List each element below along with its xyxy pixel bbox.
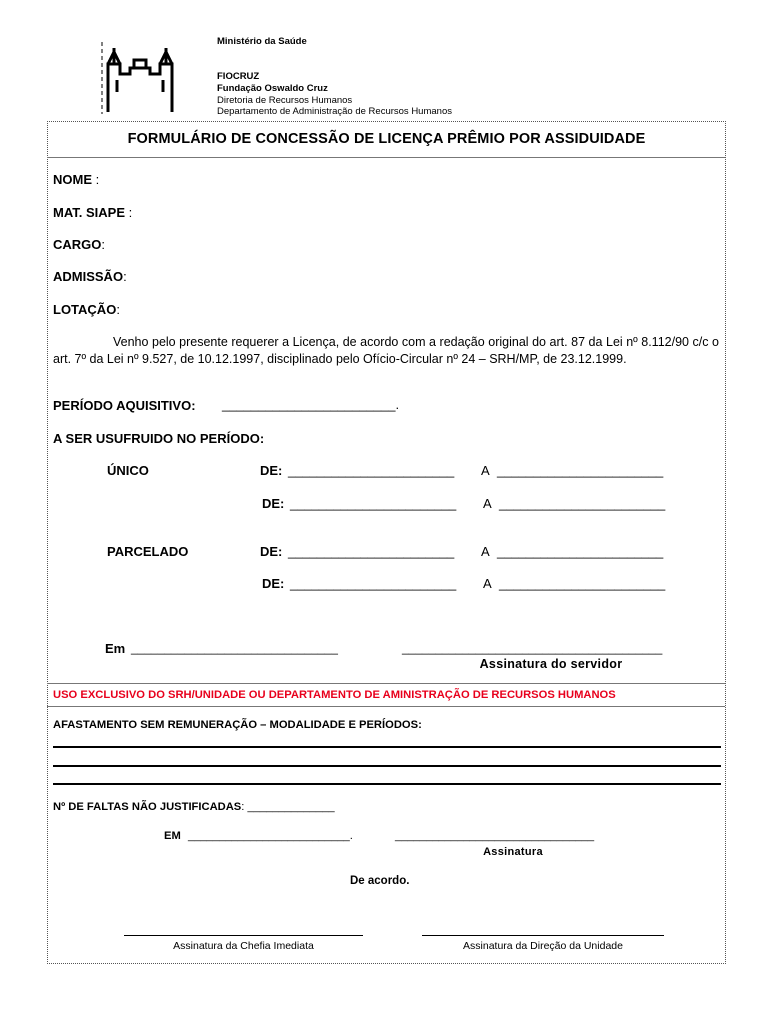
fiocruz-logo — [100, 40, 180, 116]
parcelado-a-label: A — [481, 544, 490, 559]
servidor-signature-blank[interactable]: _______________________________________ — [402, 641, 663, 655]
field-mat-siape: MAT. SIAPE : — [53, 205, 133, 220]
afastamento-label: AFASTAMENTO SEM REMUNERAÇÃO – MODALIDADE E PERÍODOS: — [53, 719, 422, 731]
parcelado-a2-label: A — [483, 576, 492, 591]
unico-a2-blank[interactable]: _______________________ — [499, 496, 666, 511]
unico-de-label: DE: — [260, 463, 283, 478]
exclusive-top-divider — [47, 683, 725, 684]
usufruto-heading: A SER USUFRUIDO NO PERÍODO: — [53, 431, 265, 446]
parcelado-a-blank[interactable]: _______________________ — [497, 544, 664, 559]
assinatura-servidor-label: Assinatura do servidor — [479, 657, 623, 671]
ministry-label: Ministério da Saúde — [217, 36, 307, 47]
chefia-signature-line[interactable] — [124, 935, 363, 936]
exclusive-signature-blank[interactable]: ________________________________ — [395, 830, 595, 842]
chefia-label: Assinatura da Chefia Imediata — [173, 940, 314, 952]
exclusive-em-label: EM — [164, 830, 181, 842]
unico-a-blank[interactable]: _______________________ — [497, 463, 664, 478]
exclusive-heading: USO EXCLUSIVO DO SRH/UNIDADE OU DEPARTAMENTO DE AMINISTRAÇÃO DE RECURSOS HUMANOS — [53, 689, 616, 701]
unico-a-label: A — [481, 463, 490, 478]
exclusive-heading-divider — [47, 706, 725, 707]
org-full-label: Fundação Oswaldo Cruz — [217, 83, 328, 94]
direcao-signature-line[interactable] — [422, 935, 664, 936]
org-short-label: FIOCRUZ — [217, 71, 260, 82]
department-label: Departamento de Administração de Recursos Humanos — [217, 106, 452, 117]
field-lotacao: LOTAÇÃO: — [53, 302, 120, 317]
parcelado-de2-blank[interactable]: _______________________ — [290, 576, 457, 591]
directorate-label: Diretoria de Recursos Humanos — [217, 95, 353, 106]
unico-de-blank[interactable]: _______________________ — [288, 463, 455, 478]
request-paragraph: Venho pelo presente requerer a Licença, de acordo com a redação original do art. 87 da Lei nº 8.112/90 c/c o art. 7º da Lei nº 9.527, de 10.12.1997, disciplinado pelo Ofício-Circular nº 24 – SRH/MP, de 23.12.1999. — [53, 335, 719, 366]
afastamento-line-3 — [53, 783, 721, 785]
direcao-label: Assinatura da Direção da Unidade — [463, 940, 623, 952]
em-label: Em — [105, 641, 126, 656]
title-divider — [47, 157, 725, 158]
em-blank[interactable]: _______________________________ — [131, 641, 338, 655]
unico-a2-label: A — [483, 496, 492, 511]
periodo-aquisitivo-blank: ________________________. — [222, 397, 400, 412]
parcelado-de2-label: DE: — [262, 576, 285, 591]
parcelado-a2-blank[interactable]: _______________________ — [499, 576, 666, 591]
field-cargo: CARGO: — [53, 237, 106, 252]
parcelado-de-blank[interactable]: _______________________ — [288, 544, 455, 559]
unico-de2-label: DE: — [262, 496, 285, 511]
parcelado-de-label: DE: — [260, 544, 283, 559]
faltas-label: Nº DE FALTAS NÃO JUSTIFICADAS: ______________ — [53, 801, 335, 813]
form-box — [47, 121, 726, 964]
exclusive-assinatura-label: Assinatura — [483, 846, 543, 858]
exclusive-em-blank[interactable]: __________________________. — [188, 830, 353, 842]
periodo-aquisitivo-label: PERÍODO AQUISITIVO: — [53, 398, 196, 413]
afastamento-line-1 — [53, 746, 721, 748]
form-title: FORMULÁRIO DE CONCESSÃO DE LICENÇA PRÊMIO POR ASSIDUIDADE — [127, 131, 646, 147]
de-acordo-label: De acordo. — [350, 875, 410, 887]
afastamento-line-2 — [53, 765, 721, 767]
field-admissao: ADMISSÃO: — [53, 269, 127, 284]
unico-label: ÚNICO — [107, 463, 149, 478]
parcelado-label: PARCELADO — [107, 544, 189, 559]
unico-de2-blank[interactable]: _______________________ — [290, 496, 457, 511]
field-nome: NOME : — [53, 172, 100, 187]
faltas-blank[interactable]: ______________ — [247, 801, 335, 813]
